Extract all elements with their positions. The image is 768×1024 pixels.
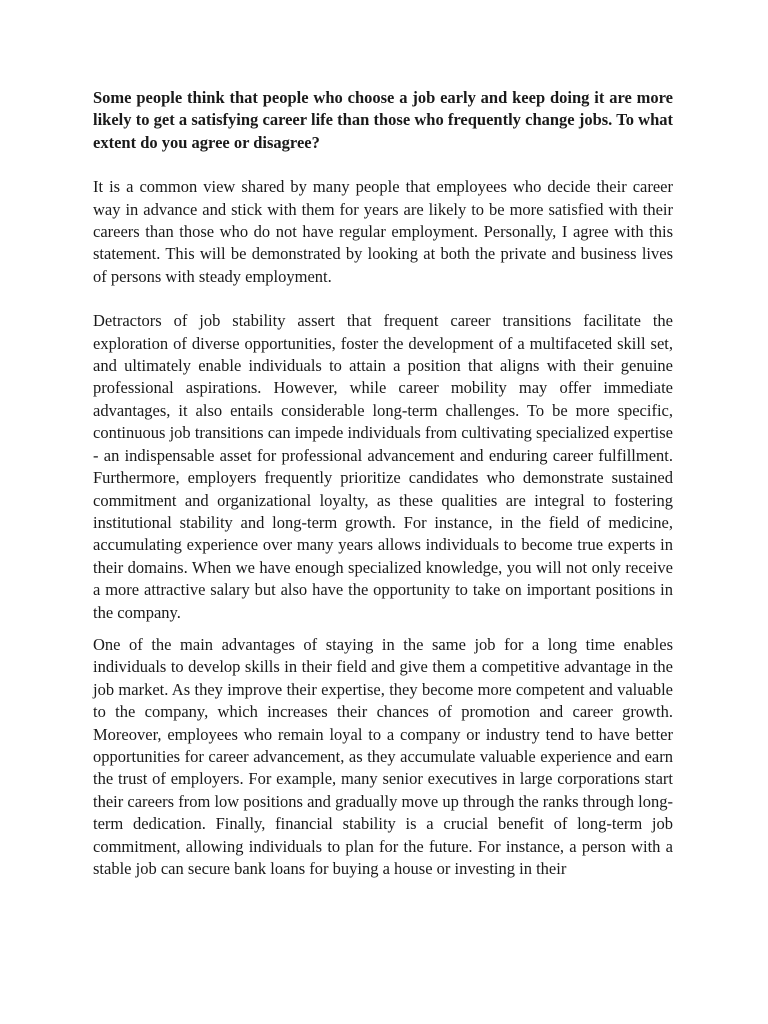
paragraph-introduction: It is a common view shared by many people that employees who decide their career way in advance and stick with them for years are likely to be more satisfied with their careers than those who do not have regular employment. Personally, I agree with this statement. This will be demonstrated by looking at both the private and business lives of persons with steady employment. (93, 177, 673, 286)
essay-body (93, 87, 673, 880)
paragraph-body-1: Detractors of job stability assert that frequent career transitions facilitate the exploration of diverse opportunities, foster the development of a multifaceted skill set, and ultimately enable individuals to attain a position that aligns with their genuine professional aspirations. However, while career mobility may offer immediate advantages, it also entails considerable long-term challenges. To be more specific, continuous job transitions can impede individuals from cultivating specialized expertise - an indispensable asset for professional advancement and enduring career fulfillment. Furthermore, employers frequently prioritize candidates who demonstrate sustained commitment and organizational loyalty, as these qualities are integral to fostering institutional stability and long-term growth. For instance, in the field of medicine, accumulating experience over many years allows individuals to become true experts in their domains. When we have enough specialized knowledge, you will not only receive a more attractive salary but also have the opportunity to take on important positions in the company. (93, 311, 673, 622)
essay-question: Some people think that people who choose a job early and keep doing it are more likely to get a satisfying career life than those who frequently change jobs. To what extent do you agree or disagree? (93, 88, 673, 152)
paragraph-body-2: One of the main advantages of staying in the same job for a long time enables individuals to develop skills in their field and give them a competitive advantage in the job market. As they improve their expertise, they become more competent and valuable to the company, which increases their chances of promotion and career growth. Moreover, employees who remain loyal to a company or industry tend to have better opportunities for career advancement, as they accumulate valuable experience and earn the trust of employers. For example, many senior executives in large corporations start their careers from low positions and gradually move up through the ranks through long-term dedication. Finally, financial stability is a crucial benefit of long-term job commitment, allowing individuals to plan for the future. For instance, a person with a stable job can secure bank loans for buying a house or investing in their (93, 634, 673, 878)
